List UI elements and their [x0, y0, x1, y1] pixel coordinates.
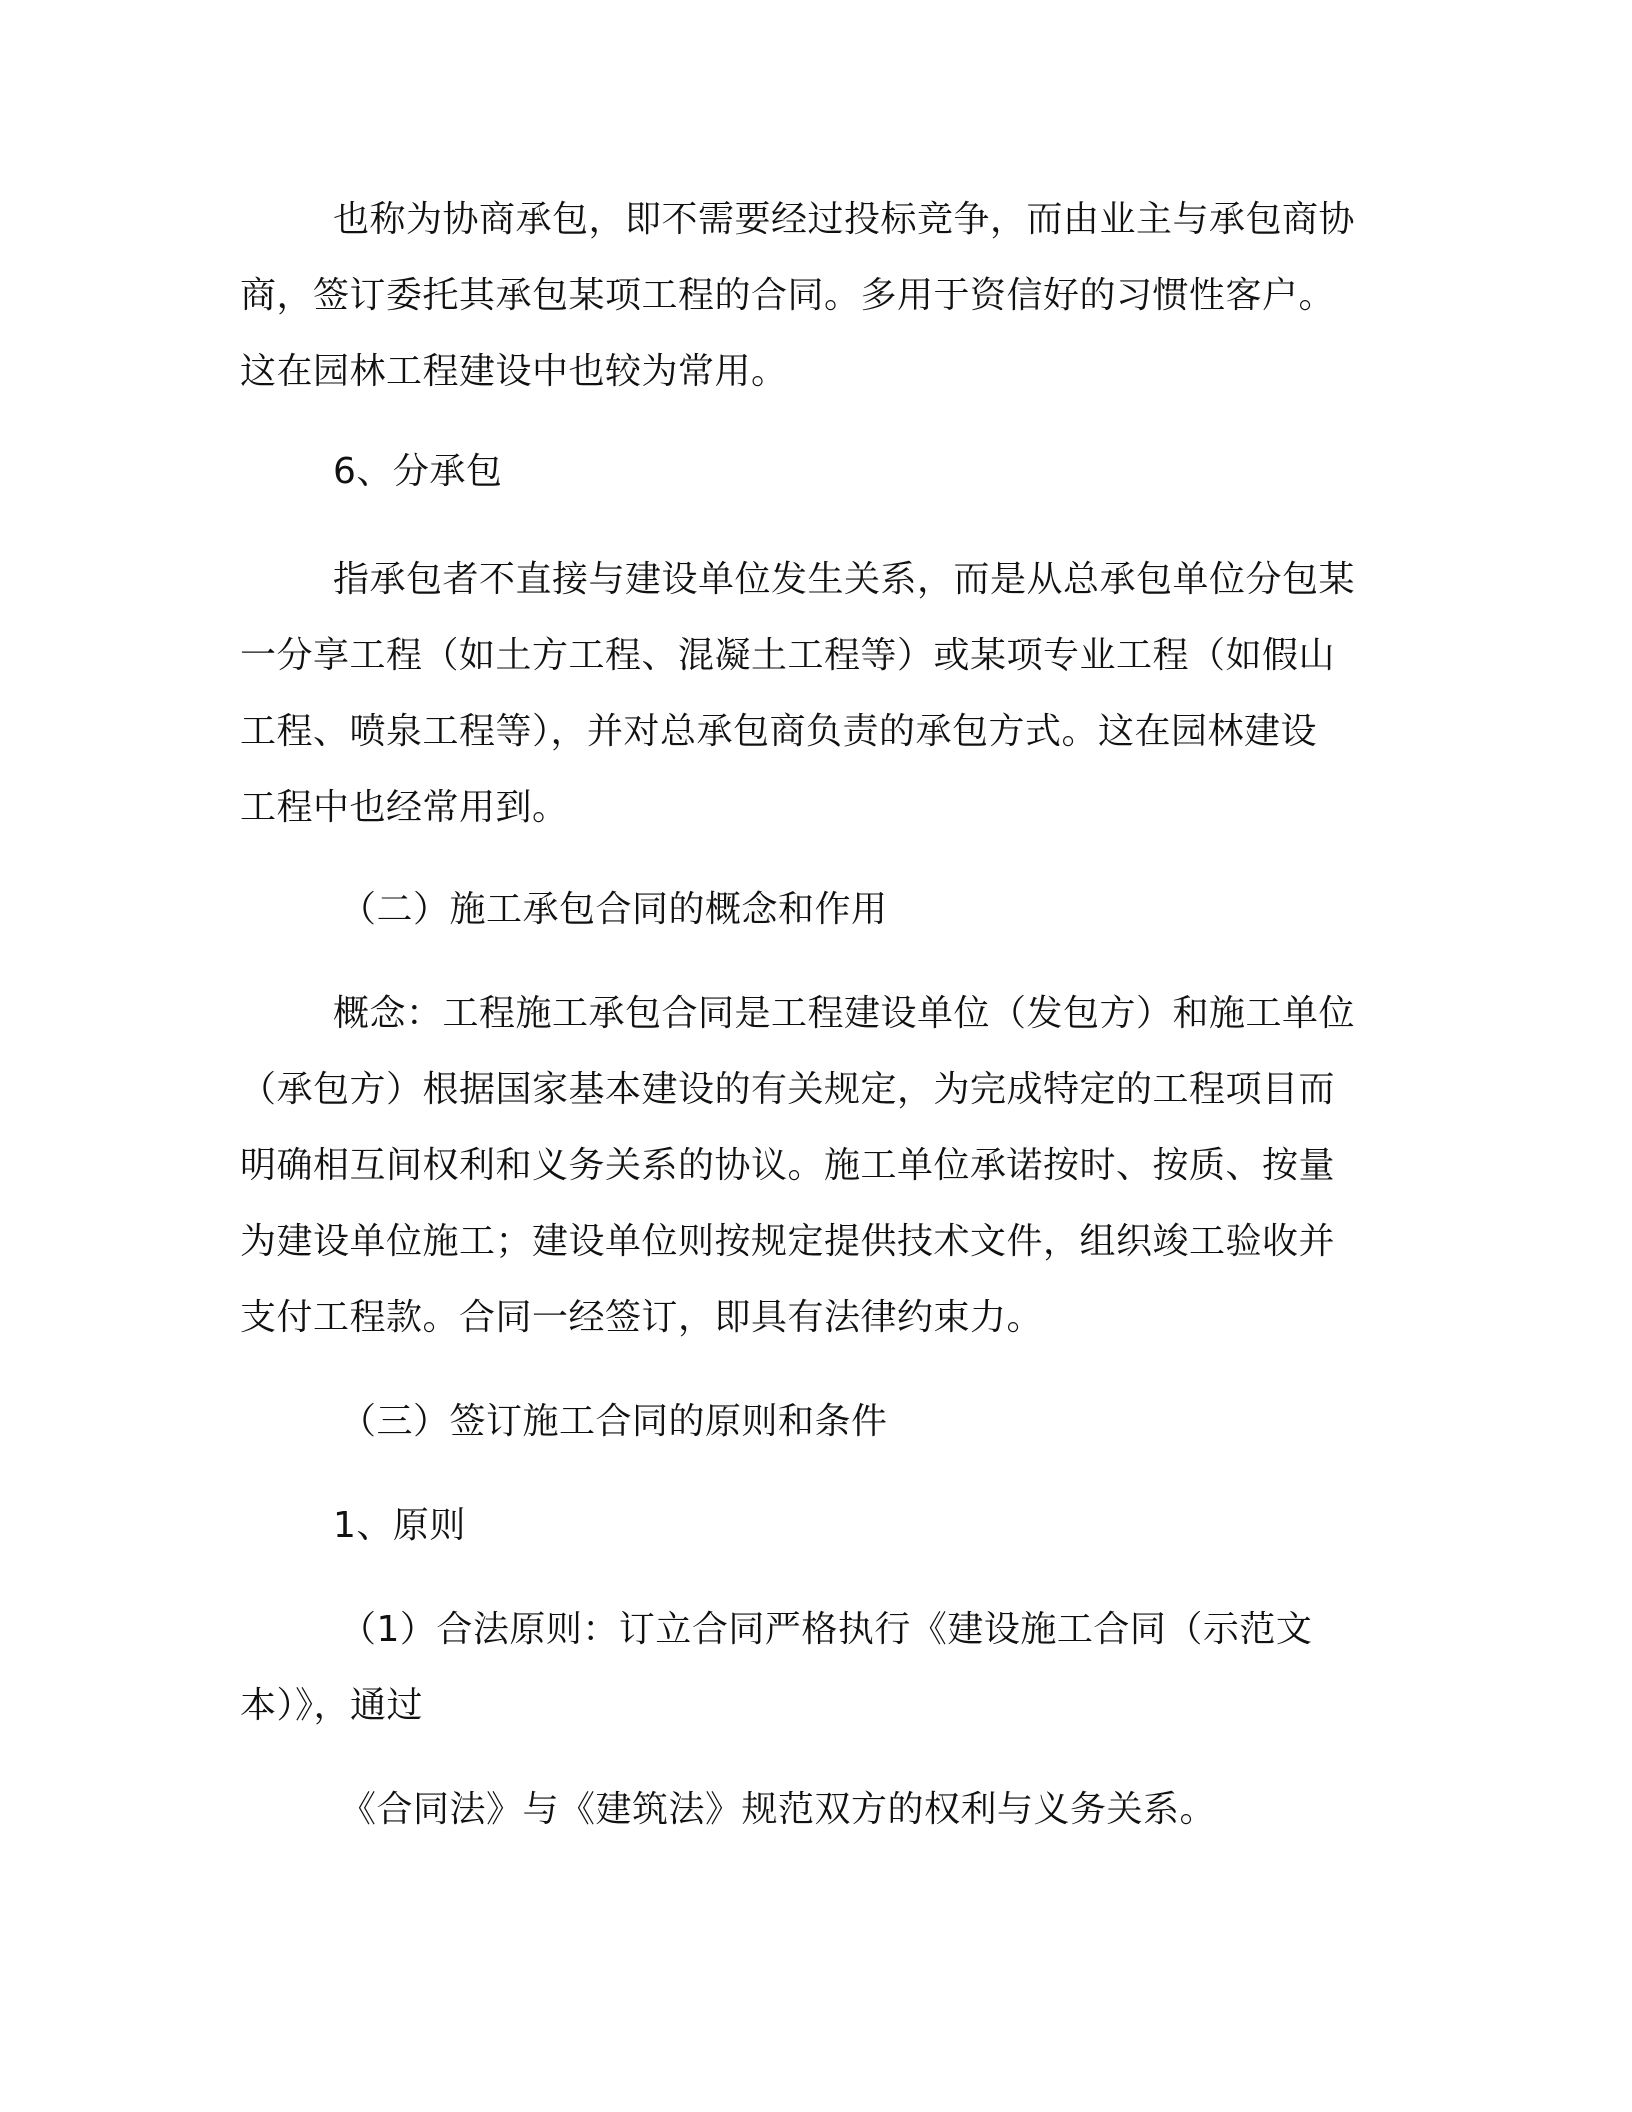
paragraph-1-line-3: 这在园林工程建设中也较为常用。 [240, 351, 788, 392]
paragraph-2-line-2: 一分享工程（如土方工程、混凝土工程等）或某项专业工程（如假山 [240, 635, 1336, 676]
paragraph-5: 《合同法》与《建筑法》规范双方的权利与义务关系。 [340, 1789, 1217, 1830]
paragraph-1-line-1: 也称为协商承包，即不需要经过投标竞争，而由业主与承包商协 [333, 199, 1356, 240]
paragraph-2-line-3: 工程、喷泉工程等），并对总承包商负责的承包方式。这在园林建设 [240, 711, 1318, 752]
section-heading-2: （二）施工承包合同的概念和作用 [340, 889, 888, 930]
paragraph-2-line-1: 指承包者不直接与建设单位发生关系，而是从总承包单位分包某 [333, 559, 1356, 600]
paragraph-3-line-1: 概念：工程施工承包合同是工程建设单位（发包方）和施工单位 [333, 993, 1356, 1034]
paragraph-3-line-3: 明确相互间权利和义务关系的协议。施工单位承诺按时、按质、按量 [240, 1145, 1336, 1186]
section-heading-3: （三）签订施工合同的原则和条件 [340, 1401, 888, 1442]
paragraph-2-line-4: 工程中也经常用到。 [240, 787, 569, 828]
principle-heading: 1、原则 [333, 1505, 466, 1546]
paragraph-4-line-1: （1）合法原则：订立合同严格执行《建设施工合同（示范文 [340, 1609, 1313, 1650]
paragraph-1-line-2: 商，签订委托其承包某项工程的合同。多用于资信好的习惯性客户。 [240, 275, 1336, 316]
paragraph-3-line-5: 支付工程款。合同一经签订，即具有法律约束力。 [240, 1297, 1044, 1338]
paragraph-3-line-2: （承包方）根据国家基本建设的有关规定，为完成特定的工程项目而 [240, 1069, 1336, 1110]
paragraph-3-line-4: 为建设单位施工；建设单位则按规定提供技术文件，组织竣工验收并 [240, 1221, 1336, 1262]
section-heading-6: 6、分承包 [333, 451, 503, 492]
paragraph-4-line-2: 本）》，通过 [240, 1685, 424, 1726]
